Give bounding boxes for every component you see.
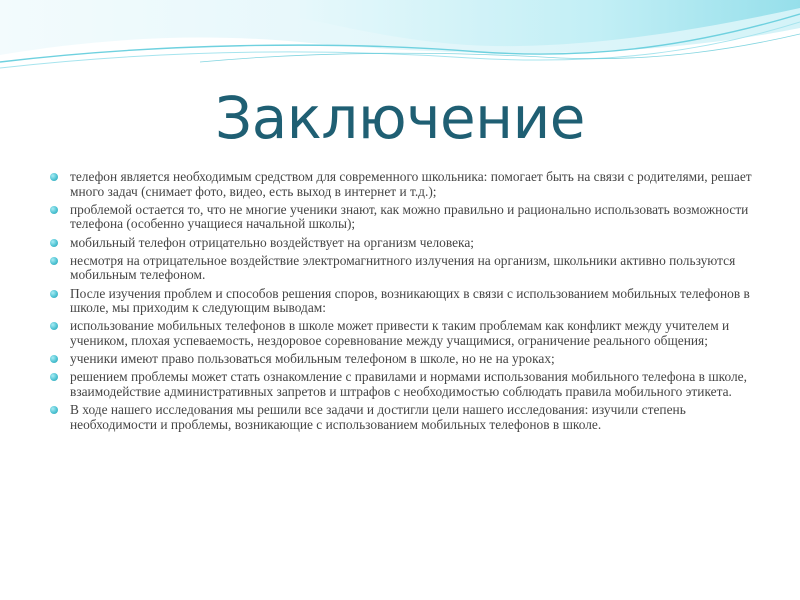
list-item: [44, 236, 764, 251]
list-item-text: В ходе нашего исследования мы решили все задачи и достигли цели нашего исследования: изучили степень необходимости и проблемы, возникающие с использованием мобильных телефонов в школе.: [70, 402, 686, 432]
bullet-list: [44, 170, 764, 436]
round-bullet-icon: [50, 355, 58, 363]
list-item-text: мобильный телефон отрицательно воздействует на организм человека;: [70, 234, 474, 250]
slide-title: Заключение: [215, 84, 585, 152]
list-item: [44, 352, 764, 367]
list-item: [44, 203, 764, 232]
round-bullet-icon: [50, 373, 58, 381]
list-item-text: телефон является необходимым средством для современного школьника: помогает быть на связи с родителями, решает много задач (снимает фото, видео, есть выход в интернет и т.д.);: [70, 169, 752, 199]
list-item: [44, 170, 764, 199]
list-item-text: проблемой остается то, что не многие ученики знают, как можно правильно и рационально использовать возможности телефона (особенно учащиеся начальной школы);: [70, 201, 749, 232]
round-bullet-icon: [50, 257, 58, 265]
decorative-waves: [0, 0, 800, 90]
list-item: [44, 287, 764, 316]
list-item-text: решением проблемы может стать ознакомление с правилами и нормами использования мобильного телефона в школе, взаимодействие административных запретов и штрафов с необходимостью соблюдать правила мобильного этикета.: [70, 369, 747, 399]
list-item: [44, 319, 764, 348]
round-bullet-icon: [50, 173, 58, 181]
round-bullet-icon: [50, 290, 58, 298]
round-bullet-icon: [50, 206, 58, 214]
list-item: [44, 370, 764, 399]
list-item: [44, 403, 764, 432]
list-item-text: После изучения проблем и способов решения споров, возникающих в связи с использованием мобильных телефонов в школе, мы приходим к следующим выводам:: [70, 285, 750, 316]
round-bullet-icon: [50, 322, 58, 330]
list-item-text: использование мобильных телефонов в школе может привести к таким проблемам как конфликт между учителем и учеником, плохая успеваемость, нездоровое соревнование между учащимися, ограничение реального общения;: [70, 318, 730, 348]
list-item-text: несмотря на отрицательное воздействие электромагнитного излучения на организм, школьники активно пользуются мобильным телефоном.: [70, 252, 736, 283]
round-bullet-icon: [50, 239, 58, 247]
list-item: [44, 254, 764, 283]
round-bullet-icon: [50, 406, 58, 414]
list-item-text: ученики имеют право пользоваться мобильным телефоном в школе, но не на уроках;: [70, 351, 555, 367]
